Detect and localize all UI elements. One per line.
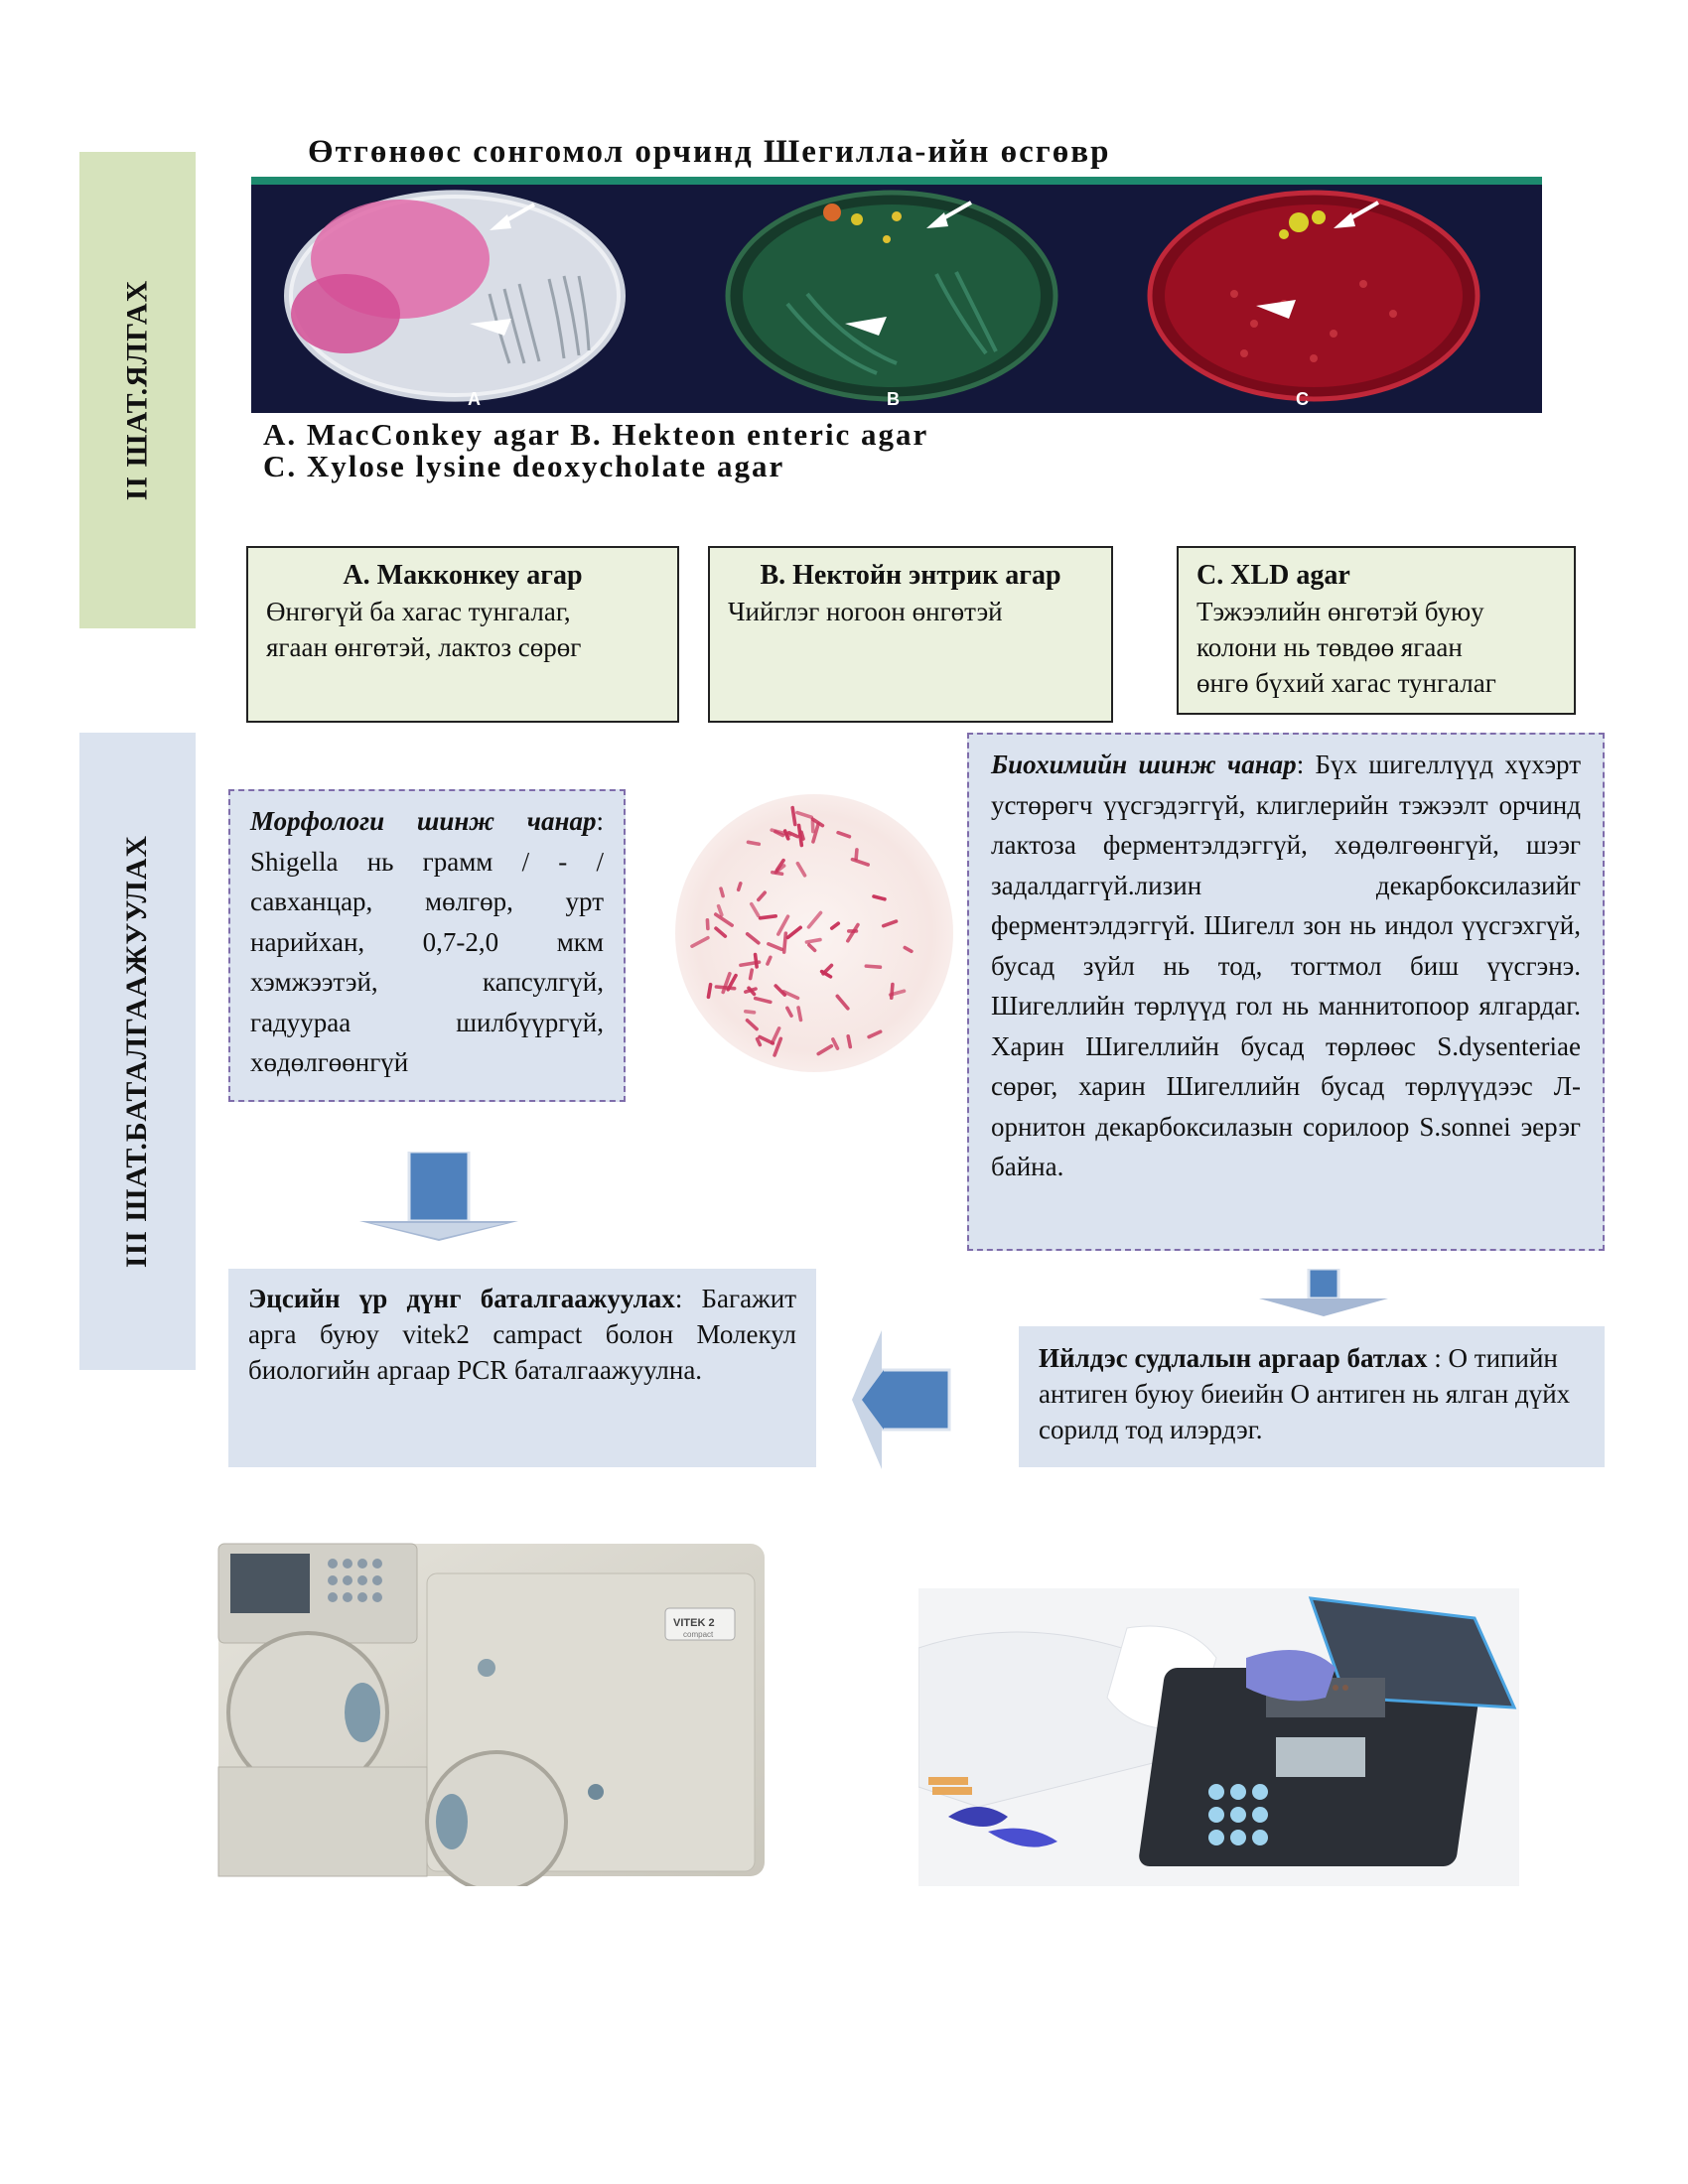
- bacterium-rod: [782, 931, 788, 954]
- bacterium-rod: [796, 1006, 803, 1023]
- bacterium-rod: [749, 968, 755, 981]
- bacterium-rod: [790, 806, 797, 827]
- petri-dish-photo: [251, 185, 1542, 413]
- bacterium-rod: [846, 1034, 852, 1049]
- bacterium-rod: [713, 912, 734, 928]
- bacterium-rod: [890, 983, 895, 1001]
- bacterium-rod: [766, 955, 774, 966]
- media-box-hektoen: [708, 546, 1113, 723]
- bacterium-rod: [775, 914, 790, 937]
- bacterium-rod: [881, 919, 898, 928]
- bacterium-rod: [758, 914, 777, 920]
- media-a-line-1: Өнгөгүй ба хагас тунгалаг,: [266, 597, 571, 626]
- bacterium-rod: [744, 1010, 757, 1015]
- morphology-box: Морфологи шинж чанар: Shigella нь грамм / - / савханцар, мөлгөр, урт нарийхан, 0,7-2,0 мкм хэмжээтэй, капсулгүй, гадуураа шилбүүргүй, хөдөлгөөнгүй: [228, 789, 626, 1102]
- bacterium-rod: [795, 861, 807, 878]
- vitek-badge: VITEK 2: [673, 1617, 715, 1629]
- biochemistry-lead: Биохимийн шинж чанар: [991, 750, 1297, 779]
- final-confirmation-lead: Эцсийн үр дүнг баталгаажуулах: [248, 1284, 675, 1313]
- bacterium-rod: [830, 1037, 839, 1051]
- bacterium-rod: [829, 921, 841, 931]
- stage-3-label: III ШАТ.БАТАЛГААЖУУЛАХ: [120, 834, 154, 1269]
- bacterium-rod: [706, 918, 710, 930]
- media-box-maconkey: [246, 546, 679, 723]
- bacterium-rod: [774, 983, 787, 997]
- bacterium-rod: [835, 994, 851, 1012]
- bacterium-rod: [836, 830, 852, 839]
- pcr-illustration: [918, 1588, 1519, 1886]
- bacterium-rod: [867, 1029, 883, 1039]
- bacterium-rod: [746, 840, 761, 846]
- media-a-line-2: ягаан өнгөтэй, лактоз сөрөг: [266, 632, 582, 662]
- bacteria-micrograph: [675, 794, 953, 1072]
- bacterium-rod: [749, 901, 761, 918]
- left-arrow-icon: [852, 1330, 951, 1469]
- plate-letter-b: B: [887, 389, 900, 409]
- bacterium-rod: [806, 942, 817, 953]
- media-b-title: B. Нектойн энтрик агар: [760, 560, 1061, 591]
- bacterium-rod: [850, 857, 870, 867]
- media-a-title: A. Макконкеу агар: [343, 560, 583, 591]
- bacterium-rod: [806, 910, 823, 929]
- final-confirmation-box: Эцсийн үр дүнг баталгаажуулах: Багажит арга буюу vitek2 campact болон Молекул биологийн аргаар PCR баталгаажуулна.: [228, 1269, 816, 1467]
- biochemistry-text: Бүх шигеллүүд хүхэрт устөрөгч үүсгэдэггүй, клиглерийн тэжээлт орчинд лактоза ферментэлдэггүй, хөдөлгөөнгүй, шээг задалдаггүй.лизин декарбоксилазийг ферментэлдэггүй. Шигелл зон нь индол үүсгэхгүй, бусад зүйл нь тод, тогтмол биш үүсгэнэ. Шигеллийн төрлүүд гол нь маннитопоор ялгардаг. Харин Шигеллийн бусад төрлөөс S.dysenteriae сөрөг, харин Шигеллийн бусад төрлүүдээс Л-орнитон декарбоксилазын сорилоор S.sonnei эерэг байна.: [991, 750, 1581, 1181]
- media-c-title: C. XLD agar: [1196, 560, 1350, 591]
- figure-caption-line-2: C. Xylose lysine deoxycholate agar: [263, 449, 785, 483]
- plate-a: [284, 190, 626, 401]
- stage-2-label-panel: [79, 152, 196, 628]
- serology-text: О типийн антиген буюу биеийн О антиген нь ялган дүйх сорилд тод илэрдэг.: [1039, 1343, 1571, 1444]
- bacterium-rod: [745, 1018, 760, 1031]
- bacterium-rod: [785, 925, 803, 940]
- media-box-xld: [1177, 546, 1576, 715]
- vitek-badge-sub: compact: [683, 1630, 714, 1639]
- down-arrow-small-icon: [1259, 1269, 1388, 1318]
- bacterium-rod: [784, 1006, 793, 1019]
- media-c-line-1: Тэжээлийн өнгөтэй буюу: [1196, 597, 1484, 626]
- bacterium-rod: [719, 887, 726, 898]
- plate-c: [1150, 193, 1477, 399]
- bacterium-rod: [847, 929, 858, 933]
- morphology-lead: Морфологи шинж чанар: [250, 806, 597, 836]
- figure-title: Өтгөнөөс сонгомол орчинд Шегилла-ийн өсгөвр: [308, 134, 1111, 170]
- bacterium-rod: [706, 983, 712, 1000]
- bacterium-rod: [864, 964, 882, 969]
- final-confirmation-text: Багажит арга буюу vitek2 campact болон Молекул биологийн аргаар PCR баталгаажуулна.: [248, 1284, 796, 1385]
- bacterium-rod: [795, 810, 814, 819]
- biochemistry-box: Биохимийн шинж чанар: Бүх шигеллүүд хүхэрт устөрөгч үүсгэдэггүй, клиглерийн тэжээлт орчинд лактоза ферментэлдэггүй, хөдөлгөөнгүй, шээг задалдаггүй.лизин декарбоксилазийг ферментэлдэггүй. Шигелл зон нь индол үүсгэхгүй, бусад зүйл нь тод, тогтмол биш үүсгэнэ. Шигеллийн төрлүүд гол нь маннитопоор ялгардаг. Харин Шигеллийн бусад төрлөөс S.dysenteriae сөрөг, харин Шигеллийн бусад төрлүүдээс Л-орнитон декарбоксилазын сорилоор S.sonnei эерэг байна.: [967, 733, 1605, 1251]
- plate-letter-c: C: [1296, 389, 1309, 409]
- plate-b: [728, 193, 1055, 399]
- media-c-line-3: өнгө бүхий хагас тунгалаг: [1196, 668, 1496, 698]
- bacterium-rod: [745, 931, 761, 945]
- vitek2-illustration: [209, 1534, 774, 1886]
- vitek2-instrument-photo: [209, 1534, 774, 1886]
- down-arrow-icon: [359, 1152, 518, 1241]
- bacterium-rod: [690, 935, 711, 948]
- figure-band: [251, 177, 1542, 185]
- stage-2-label: II ШАТ.ЯЛГАХ: [120, 279, 154, 501]
- media-b-line-1: Чийглэг ногоон өнгөтэй: [728, 597, 1003, 626]
- bacterium-rod: [816, 1043, 834, 1056]
- pcr-thermocycler-photo: [918, 1588, 1519, 1886]
- bacterium-rod: [767, 941, 784, 951]
- petri-dish-illustration: [251, 185, 1542, 413]
- bacterium-rod: [756, 890, 768, 902]
- serology-lead: Ийлдэс судлалын аргаар батлах: [1039, 1343, 1428, 1373]
- bacterium-rod: [736, 882, 743, 892]
- bacterium-rod: [903, 945, 914, 954]
- bacterium-rod: [713, 926, 727, 939]
- stage-3-label-panel: [79, 733, 196, 1370]
- bacterium-rod: [804, 937, 822, 944]
- bacterium-rod: [872, 894, 887, 901]
- bacterium-rod: [754, 996, 774, 1004]
- figure-caption-line-1: A. MacConkey agar B. Hekteon enteric agar: [263, 417, 929, 452]
- media-c-line-2: колони нь төвдөө ягаан: [1196, 632, 1463, 662]
- morphology-text: Shigella нь грамм / - / савханцар, мөлгөр, урт нарийхан, 0,7-2,0 мкм хэмжээтэй, капсулгүй, гадуураа шилбүүргүй, хөдөлгөөнгүй: [250, 846, 604, 1077]
- gram-negative-rods-image: [675, 794, 953, 1072]
- serology-box: Ийлдэс судлалын аргаар батлах : О типийн антиген буюу биеийн О антиген нь ялган дүйх сорилд тод илэрдэг.: [1019, 1326, 1605, 1467]
- plate-letter-a: A: [468, 389, 481, 409]
